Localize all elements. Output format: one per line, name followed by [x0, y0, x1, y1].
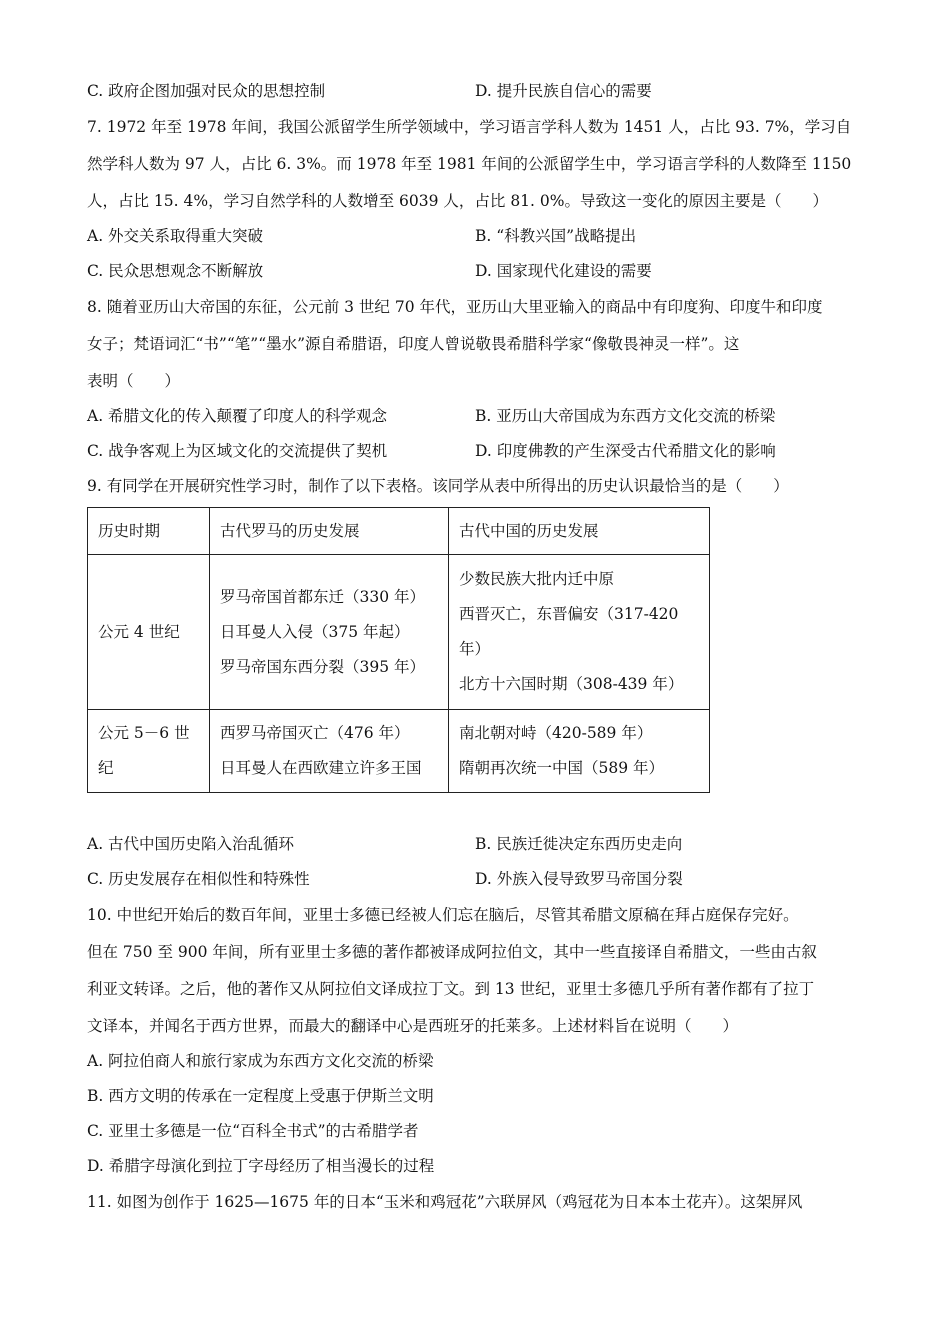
- table-cell-rome: [210, 710, 449, 793]
- q8-option-a: A. 希腊文化的传入颠覆了印度人的科学观念: [87, 407, 388, 425]
- table-cell-period: 公元 4 世纪: [88, 555, 210, 710]
- china-event: 少数民族大批内迁中原: [459, 570, 615, 588]
- table-header-period: 历史时期: [88, 508, 210, 555]
- q9-option-b: B. 民族迁徙决定东西历史走向: [475, 835, 683, 853]
- china-event: 西晋灭亡，东晋偏安（317-420: [459, 605, 679, 623]
- period-text: 公元 5－6 世: [98, 724, 190, 742]
- table-header-row: [88, 508, 710, 555]
- q10-option-d: D. 希腊字母演化到拉丁字母经历了相当漫长的过程: [87, 1157, 435, 1175]
- q8-stem-line-3: 表明（ ）: [87, 372, 181, 390]
- rome-event: 罗马帝国东西分裂（395 年）: [220, 657, 426, 676]
- table-cell-china: [449, 710, 710, 793]
- table-row: [88, 710, 710, 793]
- rome-event: 西罗马帝国灭亡（476 年）: [220, 724, 410, 742]
- q10-option-b: B. 西方文明的传承在一定程度上受惠于伊斯兰文明: [87, 1087, 434, 1105]
- china-event: 南北朝对峙（420-589 年）: [459, 724, 653, 742]
- q8-option-c: C. 战争客观上为区域文化的交流提供了契机: [87, 442, 388, 460]
- q7-option-b: B. “科教兴国”战略提出: [475, 227, 637, 245]
- q6-option-c: C. 政府企图加强对民众的思想控制: [87, 82, 326, 100]
- china-event: 北方十六国时期（308-439 年）: [459, 675, 684, 693]
- q10-stem-line-4: 文译本，并闻名于西方世界，而最大的翻译中心是西班牙的托莱多。上述材料旨在说明（ ）: [87, 1017, 739, 1035]
- table-header-china: 古代中国的历史发展: [449, 508, 710, 555]
- q10-stem-line-1: 10. 中世纪开始后的数百年间，亚里士多德已经被人们忘在脑后，尽管其希腊文原稿在拜占庭保存完好。: [87, 906, 799, 924]
- table-cell-rome: [210, 555, 449, 710]
- rome-event: 日耳曼人在西欧建立许多王国: [220, 759, 422, 777]
- q8-option-d: D. 印度佛教的产生深受古代希腊文化的影响: [475, 442, 776, 460]
- rome-event: 罗马帝国首都东迁（330 年）: [220, 587, 426, 606]
- q9-option-c: C. 历史发展存在相似性和特殊性: [87, 870, 310, 888]
- table-header-rome: 古代罗马的历史发展: [210, 508, 449, 555]
- q6-option-d: D. 提升民族自信心的需要: [475, 82, 652, 100]
- q7-option-c: C. 民众思想观念不断解放: [87, 262, 264, 280]
- rome-event: 日耳曼人入侵（375 年起）: [220, 622, 410, 641]
- q7-stem-line-3: 人，占比 15. 4%，学习自然学科的人数增至 6039 人，占比 81. 0%。导致这一变化的原因主要是（ ）: [87, 192, 828, 210]
- q11-stem-line-1: 11. 如图为创作于 1625—1675 年的日本“玉米和鸡冠花”六联屏风（鸡冠花为日本本土花卉）。这架屏风: [87, 1193, 803, 1211]
- q9-stem: 9. 有同学在开展研究性学习时，制作了以下表格。该同学从表中所得出的历史认识最恰当的是（ ）: [87, 477, 789, 495]
- history-comparison-table: [87, 507, 710, 793]
- china-event: 年）: [459, 640, 491, 658]
- q7-stem-line-1: 7. 1972 年至 1978 年间，我国公派留学生所学领域中，学习语言学科人数为 1451 人，占比 93. 7%，学习自: [87, 118, 852, 136]
- q7-option-a: A. 外交关系取得重大突破: [87, 227, 264, 245]
- q9-option-d: D. 外族入侵导致罗马帝国分裂: [475, 870, 683, 888]
- period-text: 纪: [98, 759, 114, 777]
- q10-option-c: C. 亚里士多德是一位“百科全书式”的古希腊学者: [87, 1122, 419, 1140]
- china-event: 隋朝再次统一中国（589 年）: [459, 759, 665, 777]
- q10-option-a: A. 阿拉伯商人和旅行家成为东西方文化交流的桥梁: [87, 1052, 434, 1070]
- table-cell-china: [449, 555, 710, 710]
- q10-stem-line-2: 但在 750 至 900 年间，所有亚里士多德的著作都被译成阿拉伯文，其中一些直接译自希腊文，一些由古叙: [87, 943, 817, 961]
- q10-stem-line-3: 利亚文转译。之后，他的著作又从阿拉伯文译成拉丁文。到 13 世纪，亚里士多德几乎所有著作都有了拉丁: [87, 980, 815, 998]
- table-row: [88, 555, 710, 710]
- table-cell-period: [88, 710, 210, 793]
- q8-stem-line-1: 8. 随着亚历山大帝国的东征，公元前 3 世纪 70 年代，亚历山大里亚输入的商品中有印度狗、印度牛和印度: [87, 298, 823, 316]
- q7-stem-line-2: 然学科人数为 97 人，占比 6. 3%。而 1978 年至 1981 年间的公派留学生中，学习语言学科的人数降至 1150: [87, 155, 852, 173]
- q8-stem-line-2: 女子；梵语词汇“书”“笔”“墨水”源自希腊语，印度人曾说敬畏希腊科学家“像敬畏神灵一样”。这: [87, 335, 740, 353]
- q9-option-a: A. 古代中国历史陷入治乱循环: [87, 835, 295, 853]
- q7-option-d: D. 国家现代化建设的需要: [475, 262, 652, 280]
- q8-option-b: B. 亚历山大帝国成为东西方文化交流的桥梁: [475, 407, 776, 425]
